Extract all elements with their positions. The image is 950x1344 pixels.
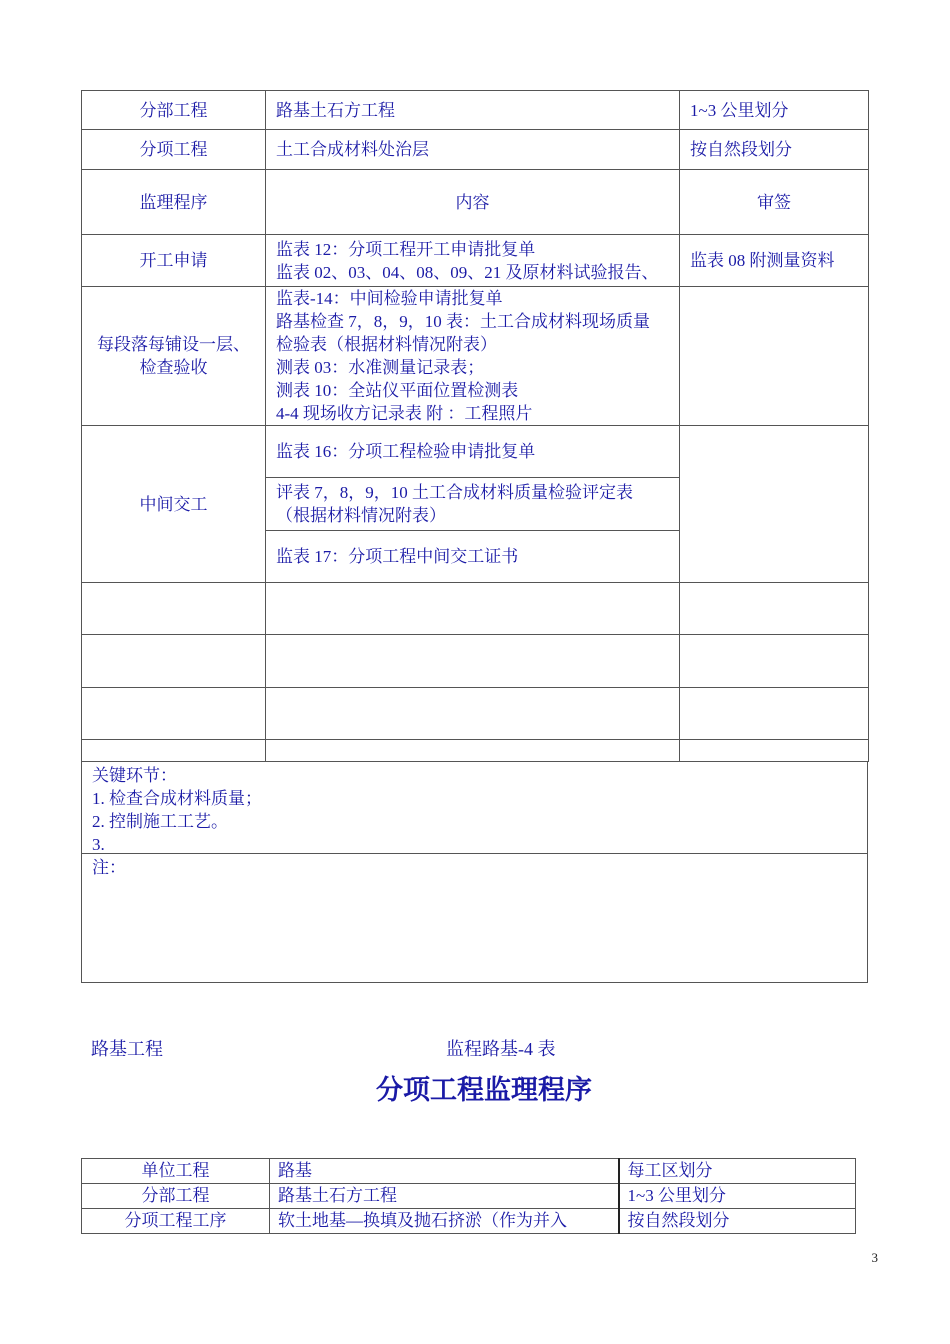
key-points-section <box>81 762 868 854</box>
row-label: 中间交工 <box>82 426 266 583</box>
empty-row <box>82 635 869 688</box>
key-point-item: 2. 控制施工工艺。 <box>92 812 228 831</box>
header-procedure: 监理程序 <box>82 170 266 235</box>
row-label <box>82 287 266 426</box>
row-label: 单位工程 <box>82 1159 270 1184</box>
content-line: 监表 16：分项工程检验申请批复单 <box>276 442 536 461</box>
header-content: 内容 <box>266 170 680 235</box>
table-row <box>82 130 869 170</box>
row-sign: 1~3 公里划分 <box>619 1184 856 1209</box>
supervision-procedure-table <box>81 90 869 762</box>
content-line: 路基检查 7，8，9，10 表：土工合成材料现场质量 <box>276 312 650 331</box>
key-point-item: 1. 检查合成材料质量； <box>92 789 262 808</box>
empty-row <box>82 583 869 635</box>
row-sign: 1~3 公里划分 <box>680 91 869 130</box>
row-content <box>266 426 680 583</box>
content-line: 评表 7，8，9，10 土工合成材料质量检验评定表 <box>276 483 633 502</box>
row-content: 软土地基—换填及抛石挤淤（作为并入 <box>270 1209 619 1234</box>
key-points-title: 关键环节： <box>92 766 177 785</box>
row-sign <box>680 287 869 426</box>
row-content: 路基 <box>270 1159 619 1184</box>
row-content <box>266 235 680 287</box>
content-line: （根据材料情况附表） <box>276 506 446 525</box>
form-code: 监程路基-4 表 <box>446 1039 556 1059</box>
second-procedure-table <box>81 1158 856 1234</box>
label-line: 每段落每铺设一层、 <box>97 335 250 354</box>
row-sign: 监表 08 附测量资料 <box>680 235 869 287</box>
row-content: 土工合成材料处治层 <box>266 130 680 170</box>
row-content: 路基土石方工程 <box>270 1184 619 1209</box>
empty-row <box>82 740 869 762</box>
page-number: 3 <box>871 1250 878 1265</box>
row-label: 分项工程工序 <box>82 1209 270 1234</box>
row-content <box>266 287 680 426</box>
row-sign <box>680 426 869 583</box>
row-label: 分项工程 <box>82 130 266 170</box>
section-label: 路基工程 <box>91 1039 163 1059</box>
table-row <box>82 426 869 583</box>
row-label: 开工申请 <box>82 235 266 287</box>
row-sign: 每工区划分 <box>619 1159 856 1184</box>
table-row <box>82 1184 856 1209</box>
table-header-row <box>82 170 869 235</box>
content-line: 监表 02、03、04、08、09、21 及原材料试验报告、 <box>276 262 659 282</box>
row-label: 分部工程 <box>82 91 266 130</box>
table-row <box>82 235 869 287</box>
label-line: 检查验收 <box>139 358 208 377</box>
content-line: 监表-14：中间检验申请批复单 <box>276 289 503 308</box>
row-label: 分部工程 <box>82 1184 270 1209</box>
content-line: 测表 10：全站仪平面位置检测表 <box>276 381 519 400</box>
row-content: 路基土石方工程 <box>266 91 680 130</box>
content-line: 监表 12：分项工程开工申请批复单 <box>276 239 536 259</box>
table-row <box>82 287 869 426</box>
table-row <box>82 1159 856 1184</box>
page-title: 分项工程监理程序 <box>376 1075 592 1106</box>
content-subcell <box>266 531 679 582</box>
header-sign: 审签 <box>680 170 869 235</box>
content-line: 4-4 现场收方记录表 附 ：工程照片 <box>276 404 533 423</box>
content-line: 检验表（根据材料情况附表） <box>276 335 497 354</box>
row-sign: 按自然段划分 <box>680 130 869 170</box>
content-subcell <box>266 478 679 531</box>
row-sign: 按自然段划分 <box>619 1209 856 1234</box>
key-point-item: 3. <box>92 835 105 854</box>
table-row <box>82 1209 856 1234</box>
empty-row <box>82 688 869 740</box>
note-section <box>81 854 868 983</box>
table-row <box>82 91 869 130</box>
note-title: 注： <box>92 858 126 877</box>
content-subcell <box>266 426 679 478</box>
content-line: 监表 17：分项工程中间交工证书 <box>276 547 519 566</box>
content-line: 测表 03：水准测量记录表； <box>276 358 485 377</box>
